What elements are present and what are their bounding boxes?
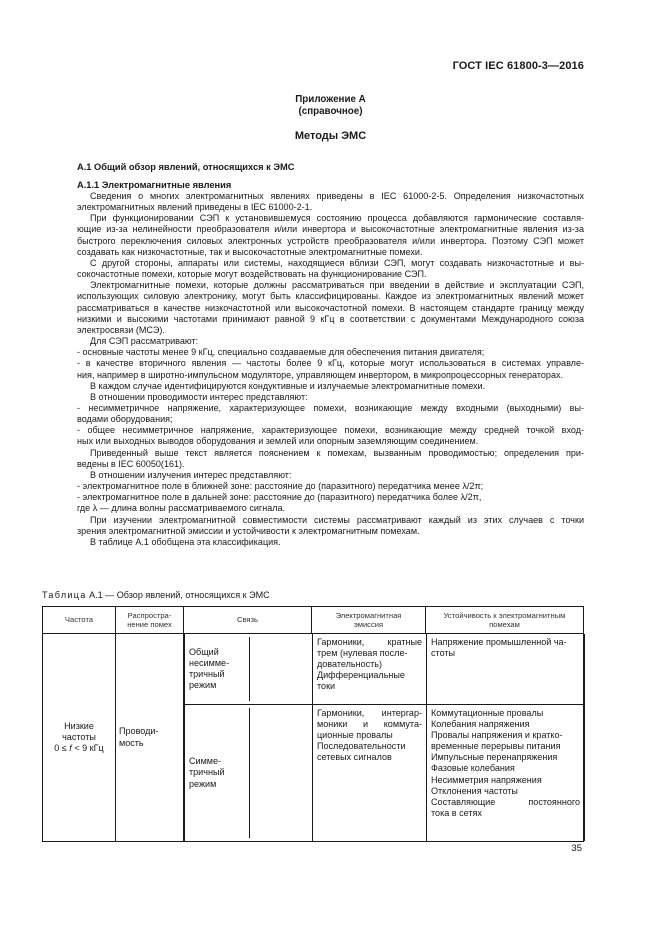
phenomena-subtable-cell [184, 634, 584, 842]
body-line: низкими и высокими частотами принимают равной 9 кГц в соответствии с документами Международного союза [77, 313, 584, 324]
cell-line: тока в сетях [431, 807, 482, 818]
cell-line: Импульсные перенапряжения [431, 752, 558, 763]
cell-line: Низкие [64, 720, 94, 731]
body-line: В каждом случае идентифицируются кондуктивные и излучаемые электромагнитные помехи. [90, 380, 486, 391]
propagation-cell [116, 634, 184, 842]
coupling-text [185, 708, 249, 838]
header-immunity: Устойчивость к электромагнитным помехам [426, 607, 584, 634]
cell-line: трем (нулевая после- [317, 648, 408, 659]
table-row [43, 634, 584, 842]
coupling-cell-common-mode [185, 634, 313, 705]
cell-line: Коммутационные провалы [431, 708, 544, 718]
cell-line: Гармоники, кратные [317, 637, 422, 647]
emission-cell-common-mode [313, 634, 427, 705]
cell-line: Дифференциальные [317, 670, 405, 681]
cell-line: Общий [189, 646, 219, 657]
body-text [77, 191, 584, 548]
body-line: При функционировании СЭП к установившемуся состоянию процесса добавляются гармонические составля- [90, 213, 584, 224]
body-line: С другой стороны, аппараты или системы, находящиеся вблизи СЭП, могут создавать низкочастотные и вы- [90, 257, 584, 268]
cell-line: Составляющие постоянного [431, 796, 580, 807]
body-line: Для СЭП рассматривают: [90, 336, 199, 347]
header-propagation: Распростра- нение помех [116, 607, 184, 634]
immunity-cell-differential-mode [427, 705, 585, 842]
table-caption-text: А.1 — Обзор явлений, относящихся к ЭМС [86, 590, 270, 600]
body-line: - несимметричное напряжение, характеризующее помехи, возникающие между входными (выходными) вы- [77, 402, 584, 413]
cell-line: несимме- [189, 657, 230, 668]
cell-line: тричный [189, 767, 225, 778]
header-coupling: Связь [184, 607, 312, 634]
cell-line: Несимметрия напряжения [431, 774, 542, 785]
table-row [185, 705, 585, 842]
phenomena-subtable [184, 634, 585, 841]
body-line: - общее несимметричное напряжение, характеризующее помехи, возникающие между средней точкой вход- [77, 425, 584, 436]
header-frequency: Частота [43, 607, 116, 634]
cell-line: Последовательности [317, 741, 406, 752]
body-line: электромагнитных явлений приведены в IEC 61000-2-1. [77, 202, 313, 213]
body-line: ведены в IEC 60050(161). [77, 458, 185, 469]
standard-designation: ГОСТ IEC 61800-3—2016 [452, 60, 584, 72]
cell-line: Гармоники, интергар- [317, 708, 422, 718]
body-line: В отношении проводимости интерес представляют: [90, 391, 308, 402]
body-line: В таблице А.1 обобщена эта классификация. [90, 536, 281, 547]
body-line: Приведенный выше текст является пояснением к помехам, вызванным проводимостью; определения при- [90, 447, 584, 458]
cell-line: стоты [431, 648, 456, 659]
body-line: использующих силовую электронику, могут быть классифицированы. Каждое из электромагнитных явлений может [77, 291, 584, 302]
cell-line: Напряжение промышленной ча- [431, 637, 567, 647]
cell-line: Провалы напряжения и кратко- [431, 730, 563, 741]
cell-line: Отклонения частоты [431, 785, 518, 796]
table-row [185, 634, 585, 705]
body-line: - основные частоты менее 9 кГц, специально создаваемые для обеспечения питания двигателя; [77, 347, 485, 358]
table-caption-label: Таблица [42, 590, 87, 600]
page-number: 35 [571, 843, 582, 854]
section-heading-a1: А.1 Общий обзор явлений, относящихся к ЭМС [77, 162, 295, 172]
body-line: - электромагнитное поле в дальней зоне: расстояние до (паразитного) передатчика более λ/2π, [77, 492, 482, 503]
cell-line: Колебания напряжения [431, 719, 530, 730]
body-line: электросвязи (МСЭ). [77, 324, 165, 335]
body-line: - в качестве вторичного явления — частоты более 9 кГц, которые могут использоваться в системах управле- [77, 358, 584, 369]
body-line: где λ — длина волны рассматриваемого сигнала. [77, 503, 286, 514]
cell-line: Проводи- [119, 726, 159, 737]
header-emission: Электромагнитная эмиссия [312, 607, 426, 634]
cell-line: ционные провалы [317, 730, 393, 741]
body-line: рассматриваться в качестве низкочастотной или высокочастотной помехи. В настоящем стандарте границу между [77, 302, 584, 313]
cell-line: Симме- [189, 756, 222, 767]
cell-line: моники и коммута- [317, 719, 422, 730]
cell-line: мость [119, 737, 144, 748]
appendix-subtitle: (справочное) [298, 106, 363, 117]
body-line: - электромагнитное поле в ближней зоне: расстояние до (паразитного) передатчика менее λ/2π; [77, 481, 484, 492]
cell-line: сетевых сигналов [317, 752, 392, 763]
cell-line: режим [189, 778, 217, 789]
appendix-heading: Методы ЭМС [294, 130, 367, 142]
table-header-row [43, 607, 584, 634]
table-caption [42, 590, 270, 600]
body-line: сокочастотные помехи, которые могут воздействовать на функционирование СЭП. [77, 269, 427, 280]
coupling-text [185, 637, 249, 701]
cell-line: режим [189, 680, 217, 691]
cell-line: довательность) [317, 659, 383, 670]
emission-cell-differential-mode [313, 705, 427, 842]
coupling-cell-differential-mode [185, 705, 313, 842]
cell-line: тричный [189, 669, 225, 679]
body-line: В отношении излучения интерес представляют: [90, 469, 292, 480]
body-line: ния, например в широтно-импульсном модуляторе, управляющем инвертором, в микропроцессорных генераторах. [77, 369, 564, 380]
cell-line: временные перерывы питания [431, 741, 561, 752]
body-line: зрения электромагнитной эмиссии и устойчивости к электромагнитным помехам. [77, 525, 420, 536]
body-line: быстрого переключения силовых электронных устройств преобразователя и/или инвертора. Поэтому СЭП может [77, 235, 584, 246]
frequency-cell [43, 634, 116, 842]
body-line: ющие из-за нелинейности преобразователя и/или инвертора и высокочастотные электромагнитные явления из-за [77, 224, 584, 235]
cell-line: Фазовые колебания [431, 763, 515, 774]
body-line: водами оборудования; [77, 414, 173, 425]
cell-line: токи [317, 681, 336, 692]
appendix-title: Приложение А [295, 94, 366, 105]
body-line: ных или выходных выводов оборудования и землей или опорным заземляющим соединением. [77, 436, 479, 447]
immunity-cell-common-mode [427, 634, 585, 705]
ems-phenomena-table [42, 606, 584, 842]
body-line: При изучении электромагнитной совместимости системы рассматривают каждый из этих случаев с точки [90, 514, 584, 525]
body-line: создавать как низкочастотные, так и высокочастотные электромагнитные помехи. [77, 246, 423, 257]
section-heading-a11: А.1.1 Электромагнитные явления [77, 180, 232, 190]
body-line: Сведения о многих электромагнитных явлениях приведены в IEC 61000-2-5. Определения низкочастотных [90, 191, 584, 201]
cell-line: частоты [62, 731, 96, 742]
cell-line: 0 ≤ f < 9 кГц [54, 743, 104, 754]
body-line: Электромагнитные помехи, которые должны рассматриваться при введении в действие и эксплуатации СЭП, [90, 280, 584, 291]
